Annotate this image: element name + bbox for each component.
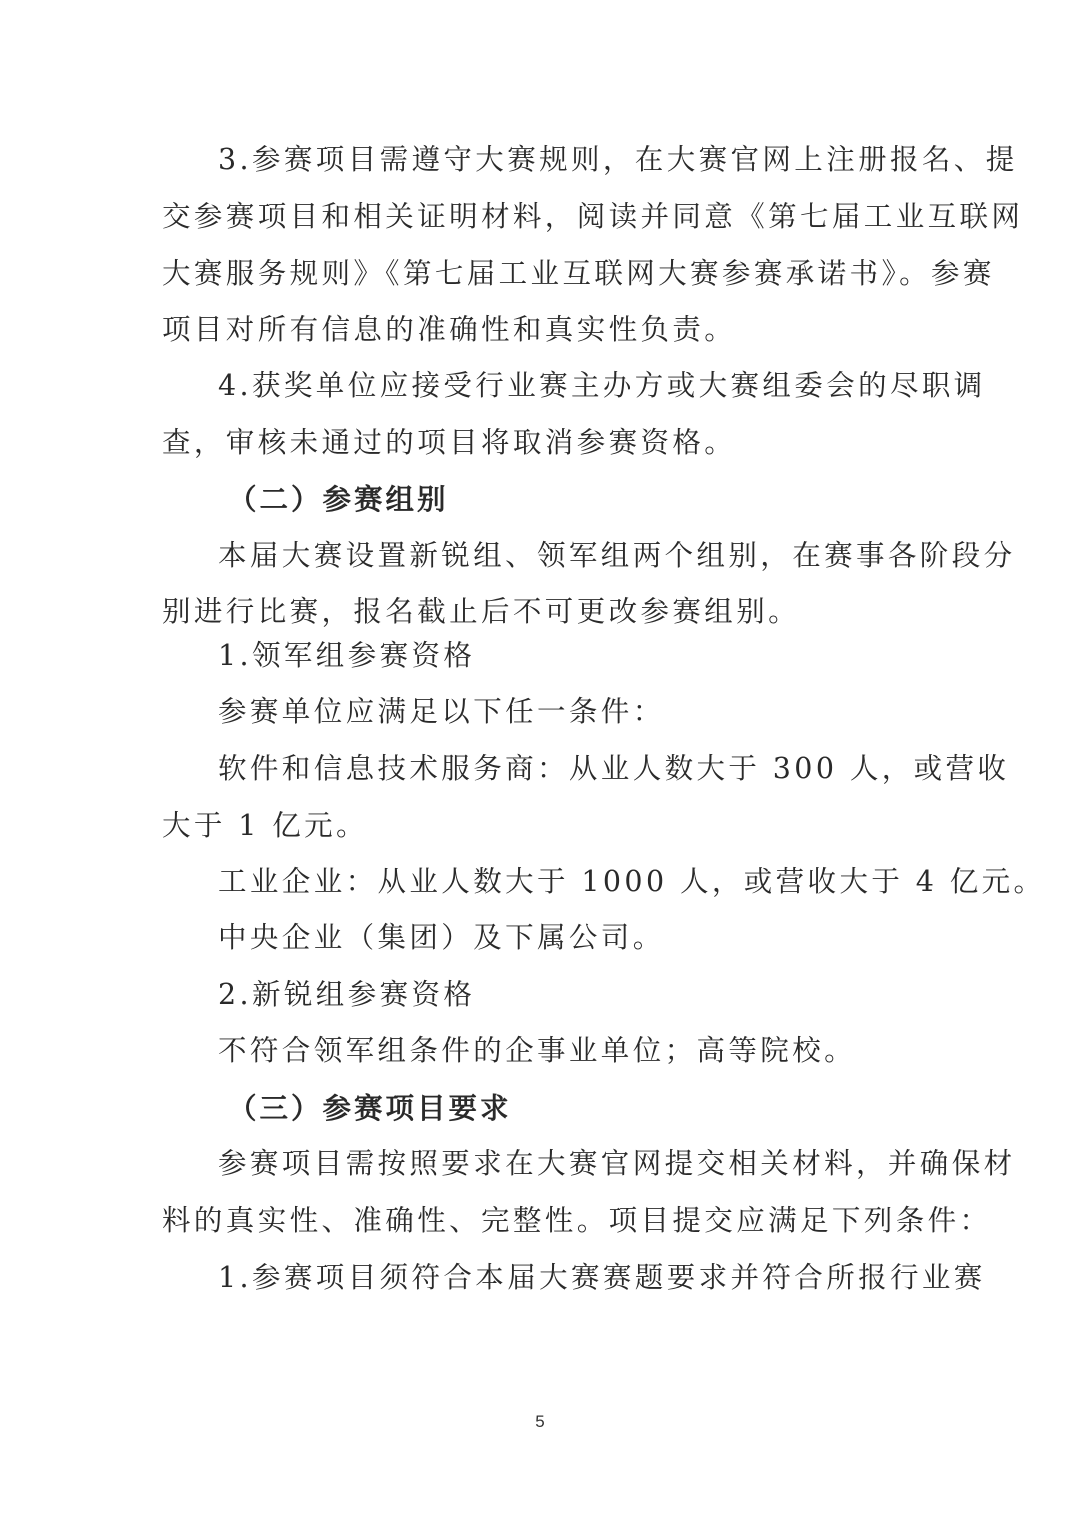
paragraph-line: 工业企业：从业人数大于 1000 人，或营收大于 4 亿元。 [218,865,1046,898]
paragraph-line: 大赛服务规则》《第七届工业互联网大赛参赛承诺书》。参赛 [162,257,995,290]
paragraph-line: 不符合领军组条件的企事业单位；高等院校。 [218,1034,857,1067]
paragraph-line: 查，审核未通过的项目将取消参赛资格。 [162,426,737,459]
subsection-title: 1.领军组参赛资格 [218,639,476,672]
paragraph-line: 本届大赛设置新锐组、领军组两个组别，在赛事各阶段分 [218,539,1016,572]
paragraph-line: 软件和信息技术服务商：从业人数大于 300 人，或营收 [218,752,1010,785]
paragraph-line: 交参赛项目和相关证明材料，阅读并同意《第七届工业互联网 [162,200,1024,233]
paragraph-line: 1.参赛项目须符合本届大赛赛题要求并符合所报行业赛 [218,1261,986,1294]
paragraph-line: 4.获奖单位应接受行业赛主办方或大赛组委会的尽职调 [218,369,986,402]
section-heading: （二）参赛组别 [228,482,449,516]
subsection-title: 2.新锐组参赛资格 [218,978,476,1011]
page-number: 5 [535,1412,545,1431]
section-heading: （三）参赛项目要求 [228,1091,512,1125]
paragraph-line: 中央企业（集团）及下属公司。 [218,921,665,954]
paragraph-line: 3.参赛项目需遵守大赛规则，在大赛官网上注册报名、提 [218,143,1018,176]
paragraph-line: 大于 1 亿元。 [162,809,368,842]
paragraph-line: 项目对所有信息的准确性和真实性负责。 [162,313,737,346]
paragraph-line: 参赛单位应满足以下任一条件： [218,695,665,728]
paragraph-line: 别进行比赛，报名截止后不可更改参赛组别。 [162,595,801,628]
paragraph-line: 参赛项目需按照要求在大赛官网提交相关材料，并确保材 [218,1147,1016,1180]
paragraph-line: 料的真实性、准确性、完整性。项目提交应满足下列条件： [162,1204,992,1237]
